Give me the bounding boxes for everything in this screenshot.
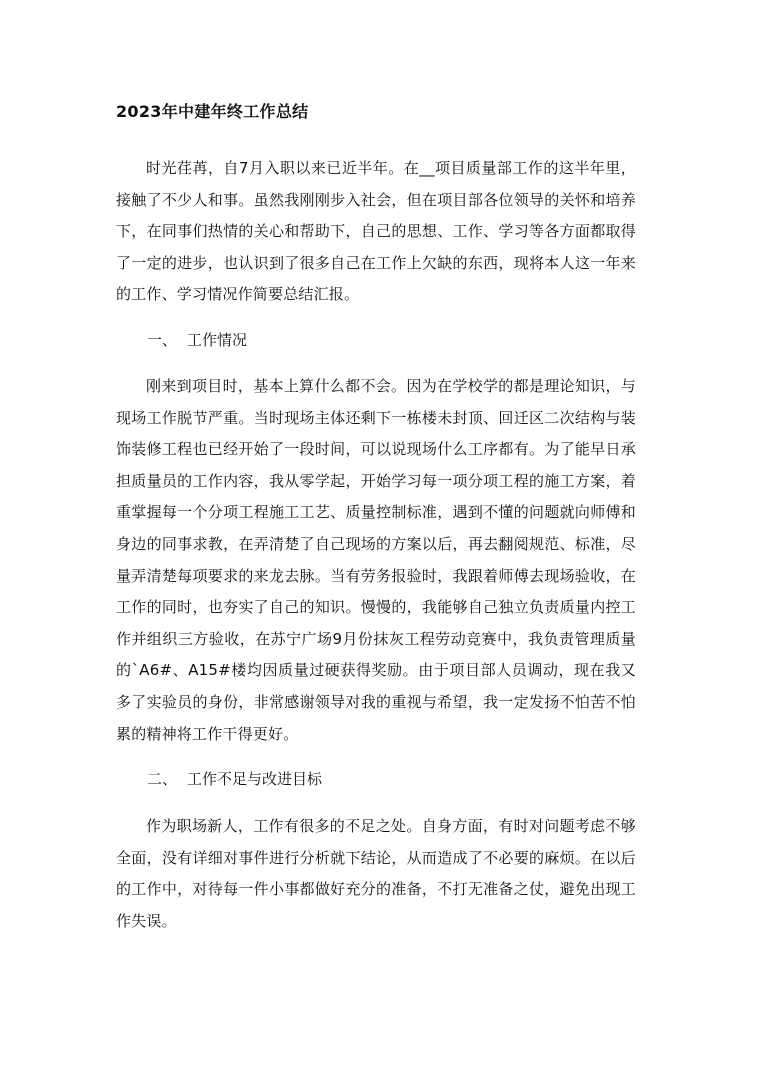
section-heading-work <box>147 329 247 351</box>
section-number: 二、 <box>147 770 178 788</box>
section-title: 工作不足与改进目标 <box>187 770 323 788</box>
work-paragraph: 刚来到项目时，基本上算什么都不会。因为在学校学的都是理论知识，与现场工作脱节严重。当时现场主体还剩下一栋楼未封顶、回迁区二次结构与装饰装修工程也已经开始了一段时间，可以说现场什么工序都有。为了能早日承担质量员的工作内容，我从零学起，开始学习每一项分项工程的施工方案，着重掌握每一个分项工程施工工艺、质量控制标准，遇到不懂的问题就向师傅和身边的同事求教，在弄清楚了自己现场的方案以后，再去翻阅规范、标准，尽量弄清楚每项要求的来龙去脉。当有劳务报验时，我跟着师傅去现场验收，在工作的同时，也夯实了自己的知识。慢慢的，我能够自己独立负责质量内控工作并组织三方验收，在苏宁广场9月份抹灰工程劳动竞赛中，我负责管理质量的`A6#、A15#楼均因质量过硬获得奖励。由于项目部人员调动，现在我又多了实验员的身份，非常感谢领导对我的重视与希望，我一定发扬不怕苦不怕累的精神将工作干得更好。 <box>116 377 636 743</box>
section-title: 工作情况 <box>187 331 248 349</box>
section-number: 一、 <box>147 331 178 349</box>
improvement-paragraph: 作为职场新人，工作有很多的不足之处。自身方面，有时对问题考虑不够全面，没有详细对事件进行分析就下结论，从而造成了不必要的麻烦。在以后的工作中，对待每一件小事都做好充分的准备，不打无准备之仗，避免出现工作失误。 <box>116 817 636 930</box>
section-heading-improvement <box>147 768 322 790</box>
document-title: 2023年中建年终工作总结 <box>116 102 309 121</box>
intro-paragraph: 时光荏苒，自7月入职以来已近半年。在__项目质量部工作的这半年里，接触了不少人和事。虽然我刚刚步入社会，但在项目部各位领导的关怀和培养下，在同事们热情的关心和帮助下，自己的思想、工作、学习等各方面都取得了一定的进步，也认识到了很多自己在工作上欠缺的东西，现将本人这一年来的工作、学习情况作简要总结汇报。 <box>116 159 636 304</box>
